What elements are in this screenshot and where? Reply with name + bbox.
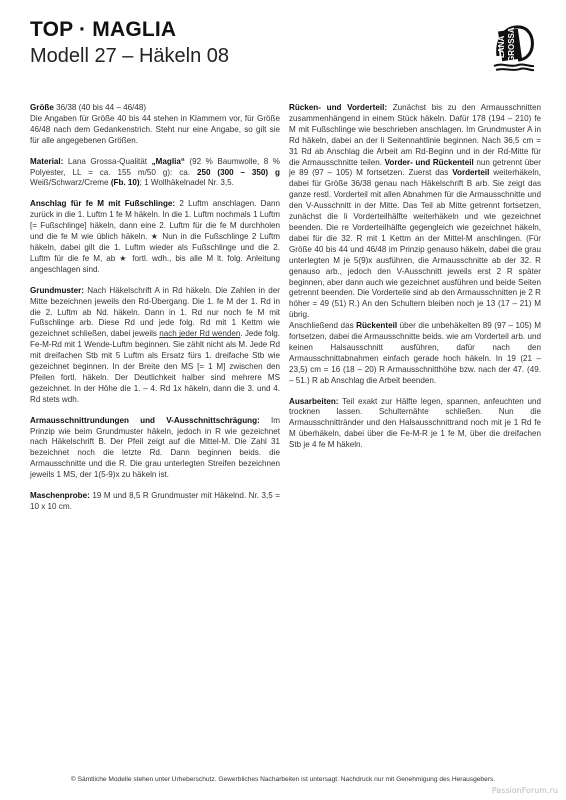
section-heading: Anschlag für fe M mit Fußschlinge: [30, 199, 176, 209]
section-heading: Ausarbeiten: [289, 396, 339, 406]
text-span: 19 M und 8,5 R Grundmuster mit Häkelnd. Nr. 3,5 = 10 x 10 cm. [30, 491, 280, 511]
bold-term: Rückenteil [356, 321, 398, 331]
yarn-name: „Maglia“ [151, 156, 185, 166]
text-span: ; 1 Wollhäkelnadel Nr. 3,5. [139, 178, 234, 188]
yarn-amount: 250 (300 – 350) g [196, 167, 280, 177]
color-code: (Fb. 10) [110, 178, 140, 188]
svg-text:LANA: LANA [497, 35, 506, 58]
watermark: PassionForum.ru [491, 786, 558, 795]
section-heading: Material: [30, 156, 64, 166]
text-span: weiterhäkeln, dabei für Größe 36/38 genau nach Häkelschrift B arb. Sie zeigt das ganze restl. Vorderteil mit allen Abnahmen für die Armausschnitte und den V-Ausschnitt in der Mitte. Das Teil ab Mitte getrennt fortsetzen, zunächst die li Vorderteilhälfte weiterhäkeln und wie gezeichnet beenden. Die re Vorderteilhälfte gegengleich wie gezeichnet häkeln, dabei für die 32. R mit 1 Kettm an der Mittel-M anschlingen. (Für Größe 40 bis 44 und 46/48 im Prinzip genauso häkeln, dabei die grau unterlegten M je 5(9)x ausführen, die Armausschnitte ab der 32. R genauso arb., jedoch den V-Ausschnitt jeweils erst 2 R später beginnen, aber dann auch wie gezeichnet ausführen und beide Seiten getrennt beenden. Die Vorderteile sind ab den Armausschnitten je 2 R höher = 49 (51) R.) An den Schultern bleiben noch je 13 (17 – 21) M übrig. [289, 168, 541, 320]
section-ruecken-vorderteil [289, 103, 541, 387]
page-subtitle: Modell 27 – Häkeln 08 [30, 45, 230, 67]
section-ausarbeiten [289, 397, 541, 452]
text-span: Weiß/Schwarz/Creme [30, 178, 111, 188]
section-maschenprobe [30, 491, 280, 513]
bold-term: Vorder- und Rückenteil [384, 157, 474, 167]
text-span: Nach Häkelschrift A in Rd häkeln. Die Zahlen in der Mitte bezeichnen jeweils den Rd-Übergang. Die 1. fe M der 1. Rd in die 2. Luftm ab Nd. häkeln. Dann in 1. Rd nur noch fe M mit Fußschlinge arb. Diese Rd und jede folg. Rd mit 1 Kettm wie gezeichnet schließen, dabei jeweils [30, 285, 280, 339]
section-heading: Rücken- und Vorderteil: [289, 103, 388, 112]
text-span: Zunächst bis zu den Armausschnitten zusammenhängend in einem Stück häkeln. Dafür 178 (194 – 210) fe M mit Fußschlinge wie beschrieben anschlagen. Im Grundmuster A in Rd häkeln, dabei an der li Seitennahtlinie beginnen. Nach 36,5 cm = 31 Rd ab Anschlag die Arbeit am Rd-Beginn und in der Rd-Mitte für die Armausschnitte teilen. [289, 103, 541, 167]
section-material [30, 157, 280, 190]
text-span: . Jede folg. Fe-M-Rd mit 1 Wende-Luftm beginnen. Sie zählt nicht als M. Jede Rd mit dreifachen Stb mit 5 Luftm als Ersatz fürs 1. dreifache Stb wie gezeichnet beginnen. In der Breite den MS [= 1 M] zwischen den Pfeilen fortl. häkeln. Der Deutlichkeit halber sind mehrere MS gezeichnet. In der Höhe die 1. – 4. Rd 1x häkeln, dann die 3. und 4. Rd stets wdh. [30, 329, 280, 404]
section-anschlag [30, 199, 280, 275]
text-span: über die unbehäkelten 89 (97 – 105) M fortsetzen, dabei die Armausschnitte beids. wie am Vorderteil arb. und keinen Halsausschnitt ausführen, dafür nach den Armausschnittabnahmen einfach gerade hoch häkeln. In 19 (21 – 23,5) cm = 16 (18 – 20) R Armausschnitthöhe bzw. nach der 47. (49. – 51.) R ab Anschlag die Arbeit beenden. [289, 321, 541, 385]
section-heading: Grundmuster: [30, 285, 84, 295]
copyright-footer: © Sämtliche Modelle stehen unter Urheberschutz. Gewerbliches Nacharbeiten ist untersagt. Nachdruck nur mit Genehmigung des Herausgebers. [70, 776, 496, 783]
text-span: 2 Luftm anschlagen. Dann zurück in die 1. Luftm 1 fe M häkeln. In die 1. Luftm nochmals 1 Luftm [= Fußschlinge] häkeln, dann eine 2. Luftm für die fe M durchholen und die fe M wie üblich häkeln. ★ Nun in die Fußschlinge 2 Luftm häkeln, dabei gilt die 1. Luftm wieder als Fußschlinge und die 2. Luftm für die fe M, ab ★ fortl. wdh., bis alle M lt. folg. Anleitung angeschlagen sind. [30, 199, 280, 274]
bold-term: Vorderteil [452, 168, 490, 178]
page-title: TOP · MAGLIA [30, 18, 177, 41]
text-span: Anschließend das [289, 321, 357, 331]
section-heading: Größe [30, 103, 54, 112]
right-column [289, 103, 541, 461]
section-armausschnitt [30, 416, 280, 481]
svg-text:GROSSA: GROSSA [507, 27, 516, 62]
text-span: (92 % Baumwolle, 8 % Polyester, LL = ca. 155 m/50 g): ca. [30, 156, 280, 177]
lana-grossa-logo-icon [490, 22, 536, 74]
text-span: Teil exakt zur Hälfte legen, spannen, anfeuchten und trocknen lassen. Schulternähte schließen. Nun die Armausschnittränder und den Halsausschnittrand noch mit je 1 Rd fe M überhäkeln, dabei über die Fe-M-R je 1 fe M, über die dreifachen Stb je 4 fe M häkeln. [289, 396, 541, 450]
page-header [30, 18, 229, 68]
size-note: Die Angaben für Größe 40 bis 44 stehen in Klammern vor, für Größe 46/48 nach dem Gedankenstrich. Steht nur eine Angabe, so gilt sie für alle angegebenen Größen. [30, 113, 280, 145]
left-column [30, 103, 280, 523]
section-heading: Armausschnittrundungen und V-Ausschnittschrägung: [30, 415, 260, 425]
underlined-text: nach jeder Rd wenden [159, 329, 241, 339]
section-grundmuster [30, 286, 280, 406]
section-heading: Maschenprobe: [30, 491, 90, 501]
text-span: Im Prinzip wie beim Grundmuster häkeln, jedoch in R wie gezeichnet nach Häkelschrift B. Der Pfeil zeigt auf die Mittel-M. Die Zahl 31 bezeichnet noch die letzte Rd. Dann beginnen beids. die Armausschnitte und die R. Die grau unterlegten Streifen bezeichnen jeweils 1 MS, der 1(5-9)x zu häkeln ist. [30, 415, 280, 480]
section-groesse [30, 103, 280, 147]
size-values: 36/38 (40 bis 44 – 46/48) [53, 103, 147, 112]
text-span: Lana Grossa-Qualität [63, 156, 152, 166]
text-span: nun getrennt über je 89 (97 – 105) M fortsetzen. Zuerst das [289, 157, 541, 178]
